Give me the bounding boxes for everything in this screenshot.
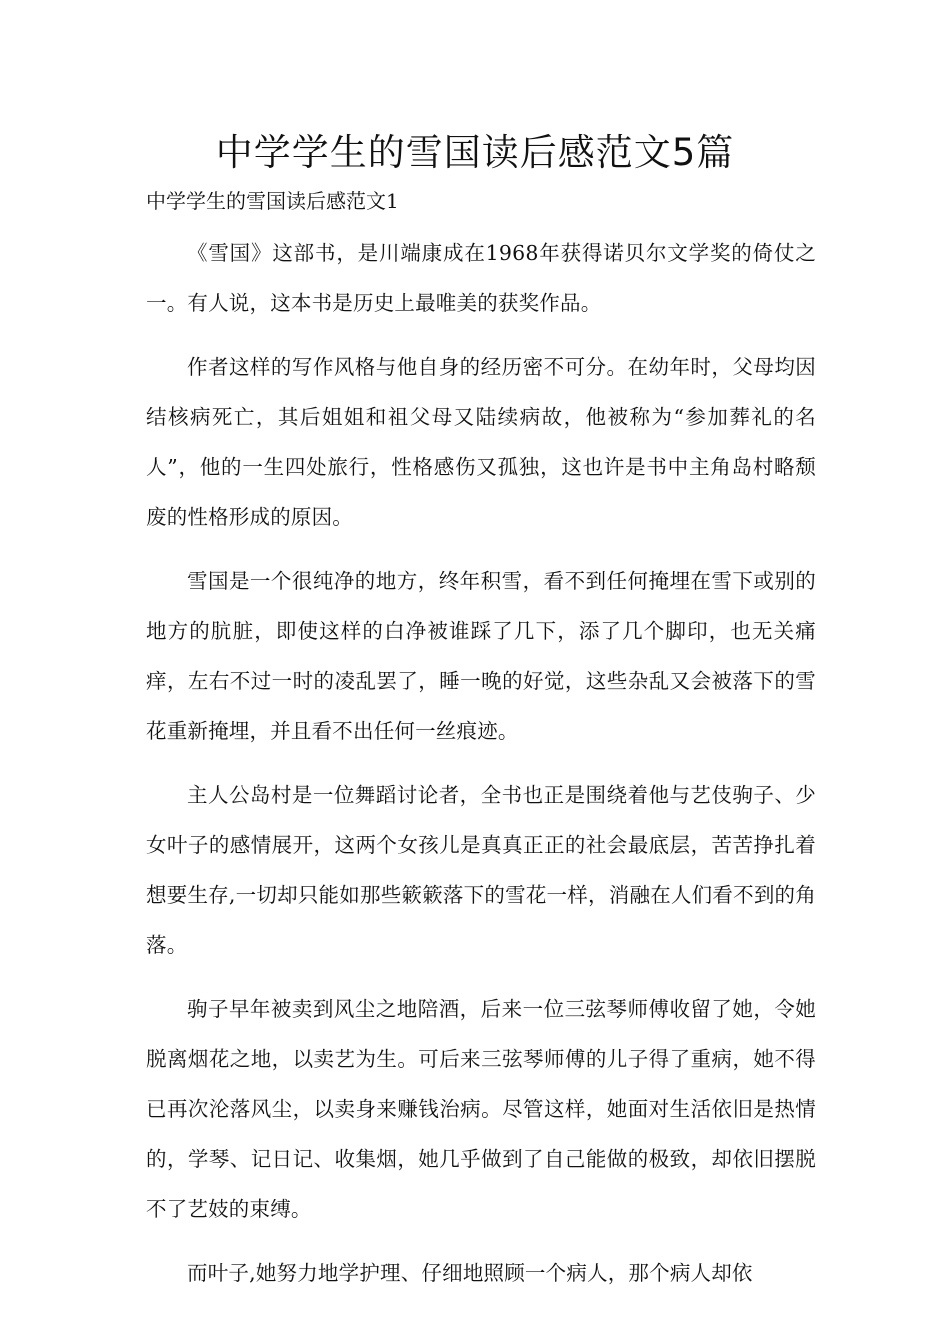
paragraph: 雪国是一个很纯净的地方，终年积雪，看不到任何掩埋在雪下或别的地方的肮脏，即使这样的白净被谁踩了几下，添了几个脚印，也无关痛痒，左右不过一时的凌乱罢了，睡一晚的好觉，这些杂乱又会被落下的雪花重新掩埋，并且看不出任何一丝痕迹。 — [146, 569, 816, 743]
paragraph: 主人公岛村是一位舞蹈讨论者，全书也正是围绕着他与艺伎驹子、少女叶子的感情展开，这两个女孩儿是真真正正的社会最底层，苦苦挣扎着想要生存,一切却只能如那些簌簌落下的雪花一样，消融在人们看不到的角落。 — [146, 783, 816, 957]
document-title: 中学学生的雪国读后感范文5篇 — [215, 131, 735, 174]
paragraph: 作者这样的写作风格与他自身的经历密不可分。在幼年时，父母均因结核病死亡，其后姐姐和祖父母又陆续病故，他被称为“参加葬礼的名人”，他的一生四处旅行，性格感伤又孤独，这也许是书中主角岛村略颓废的性格形成的原因。 — [146, 355, 816, 529]
paragraph: 驹子早年被卖到风尘之地陪酒，后来一位三弦琴师傅收留了她，令她脱离烟花之地，以卖艺为生。可后来三弦琴师傅的儿子得了重病，她不得已再次沦落风尘，以卖身来赚钱治病。尽管这样，她面对生活依旧是热情的，学琴、记日记、收集烟，她几乎做到了自己能做的极致，却依旧摆脱不了艺妓的束缚。 — [146, 997, 816, 1221]
document-body — [146, 228, 816, 1312]
paragraph: 而叶子,她努力地学护理、仔细地照顾一个病人，那个病人却依 — [187, 1261, 753, 1285]
section-heading: 中学学生的雪国读后感范文1 — [146, 189, 399, 213]
paragraph: 《雪国》这部书，是川端康成在1968年获得诺贝尔文学奖的倚仗之一。有人说，这本书是历史上最唯美的获奖作品。 — [146, 241, 816, 315]
